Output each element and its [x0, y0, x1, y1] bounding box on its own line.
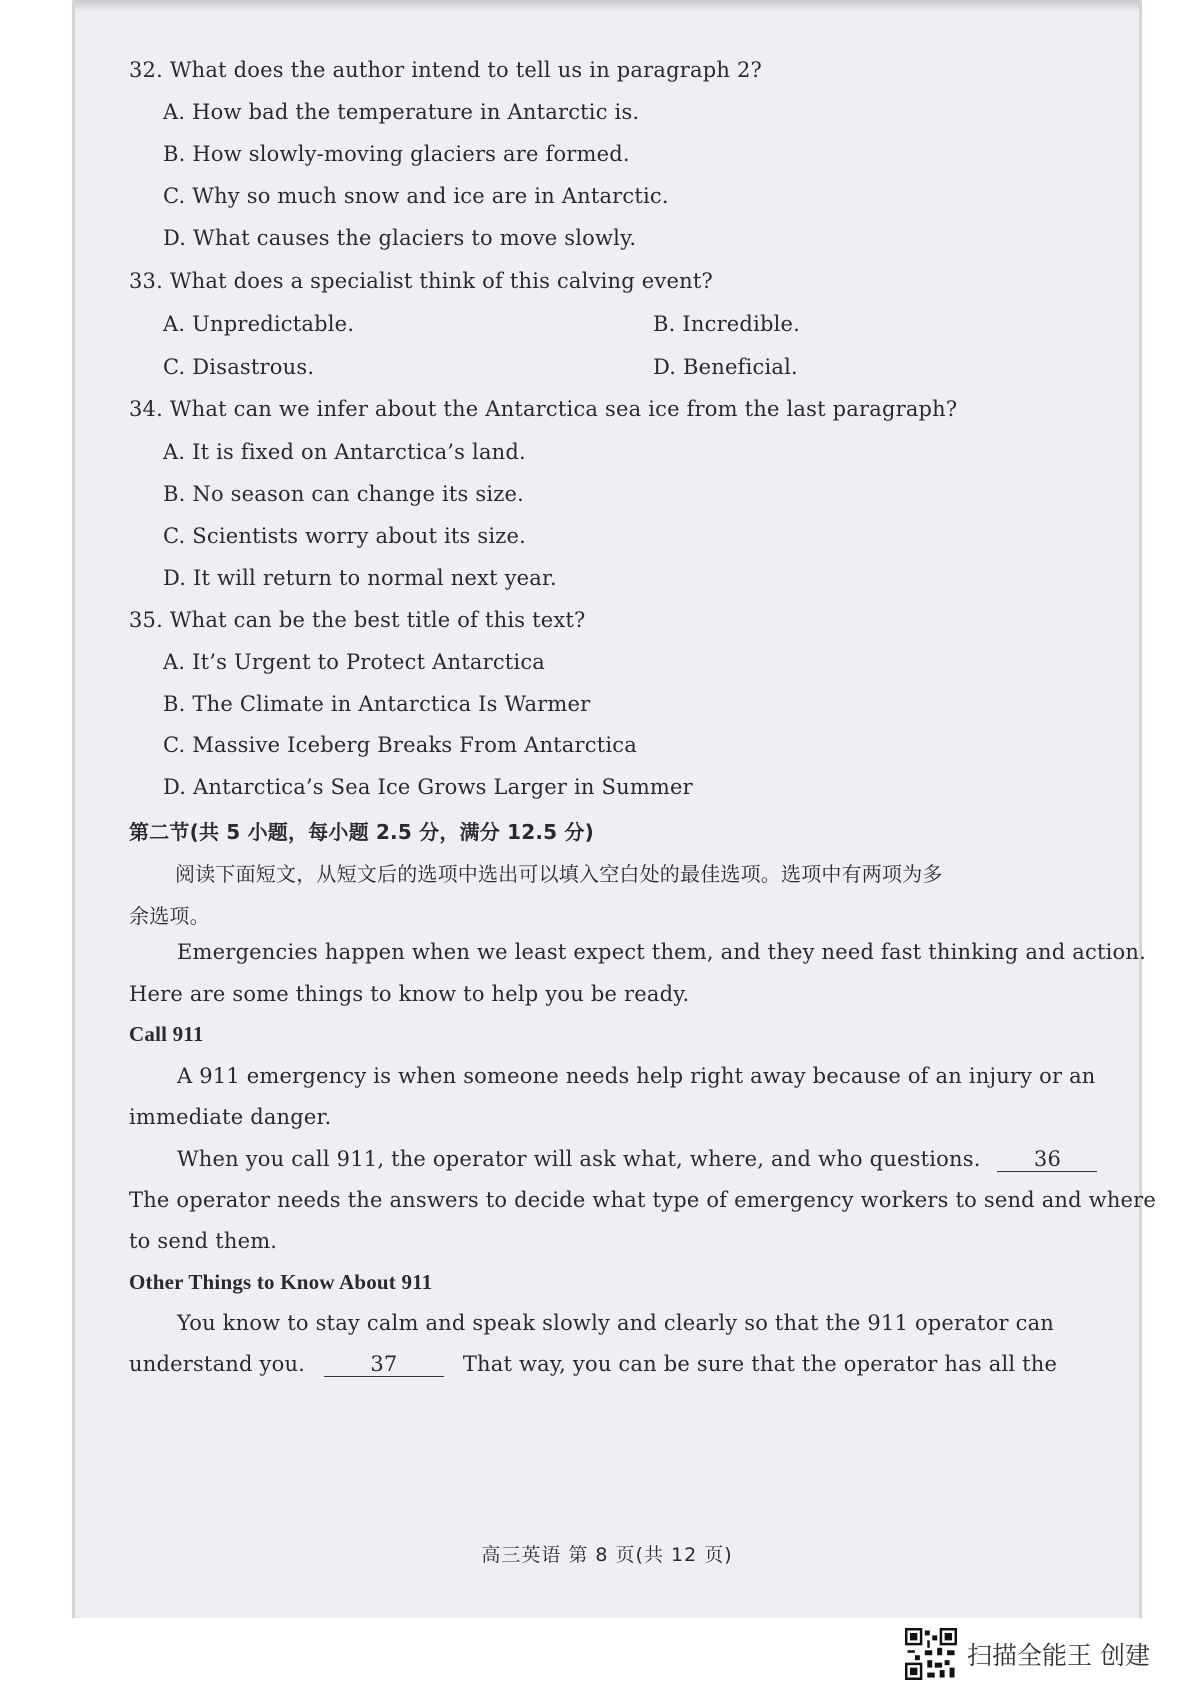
- question-35-option-b: B. The Climate in Antarctica Is Warmer: [163, 692, 591, 716]
- question-34-stem: 34. What can we infer about the Antarctica sea ice from the last paragraph?: [129, 397, 958, 421]
- passage-heading-call-911: Call 911: [129, 1022, 204, 1046]
- question-33-option-c: C. Disastrous.: [163, 355, 315, 379]
- section-2-title: 第二节(共 5 小题，每小题 2.5 分，满分 12.5 分): [129, 820, 594, 844]
- question-33-option-b: B. Incredible.: [653, 312, 801, 336]
- question-32-option-a: A. How bad the temperature in Antarctic is.: [163, 100, 640, 124]
- question-34-option-c: C. Scientists worry about its size.: [163, 524, 527, 548]
- question-32-option-c: C. Why so much snow and ice are in Antarctic.: [163, 184, 669, 208]
- section-2-instruction: 阅读下面短文，从短文后的选项中选出可以填入空白处的最佳选项。选项中有两项为多: [175, 862, 943, 886]
- question-35-option-d: D. Antarctica’s Sea Ice Grows Larger in Summer: [163, 775, 693, 799]
- question-34-option-a: A. It is fixed on Antarctica’s land.: [163, 440, 526, 464]
- exam-page: [72, 0, 1157, 1618]
- blank-36[interactable]: 36: [997, 1147, 1097, 1172]
- passage-p2: [177, 1147, 1097, 1172]
- passage-p2-cont: The operator needs the answers to decide what type of emergency workers to send and where: [129, 1188, 1157, 1212]
- passage-heading-other-things: Other Things to Know About 911: [129, 1270, 433, 1294]
- passage-p3: You know to stay calm and speak slowly and clearly so that the 911 operator can: [177, 1311, 1055, 1335]
- scanner-watermark: [905, 1628, 1150, 1680]
- passage-p3-text-b: That way, you can be sure that the operator has all the: [462, 1352, 1058, 1376]
- passage-p3-text-a: understand you.: [129, 1352, 306, 1376]
- question-33-option-a: A. Unpredictable.: [163, 312, 355, 336]
- passage-p1-cont: immediate danger.: [129, 1105, 332, 1129]
- question-33-stem: 33. What does a specialist think of this calving event?: [129, 269, 713, 293]
- scanner-watermark-text: 扫描全能王 创建: [967, 1641, 1150, 1670]
- question-32-option-b: B. How slowly-moving glaciers are formed.: [163, 142, 630, 166]
- passage-intro-cont: Here are some things to know to help you be ready.: [129, 982, 690, 1006]
- question-35-stem: 35. What can be the best title of this text?: [129, 608, 586, 632]
- blank-37[interactable]: 37: [324, 1352, 444, 1377]
- passage-p3-cont: [129, 1352, 1129, 1377]
- section-2-instruction-cont: 余选项。: [129, 904, 210, 928]
- passage-p2-text: When you call 911, the operator will ask what, where, and who questions.: [177, 1147, 981, 1171]
- question-33-option-d: D. Beneficial.: [653, 355, 798, 379]
- passage-p2-end: to send them.: [129, 1229, 278, 1253]
- question-35-option-c: C. Massive Iceberg Breaks From Antarctica: [163, 733, 637, 757]
- page-footer: 高三英语 第 8 页(共 12 页): [481, 1544, 733, 1566]
- question-34-option-d: D. It will return to normal next year.: [163, 566, 557, 590]
- question-35-option-a: A. It’s Urgent to Protect Antarctica: [163, 650, 546, 674]
- question-32-stem: 32. What does the author intend to tell us in paragraph 2?: [129, 58, 762, 82]
- question-34-option-b: B. No season can change its size.: [163, 482, 525, 506]
- qr-code-icon: [905, 1628, 957, 1680]
- passage-intro: Emergencies happen when we least expect them, and they need fast thinking and action.: [177, 940, 1146, 964]
- passage-p1: A 911 emergency is when someone needs help right away because of an injury or an: [177, 1064, 1096, 1088]
- question-32-option-d: D. What causes the glaciers to move slowly.: [163, 226, 637, 250]
